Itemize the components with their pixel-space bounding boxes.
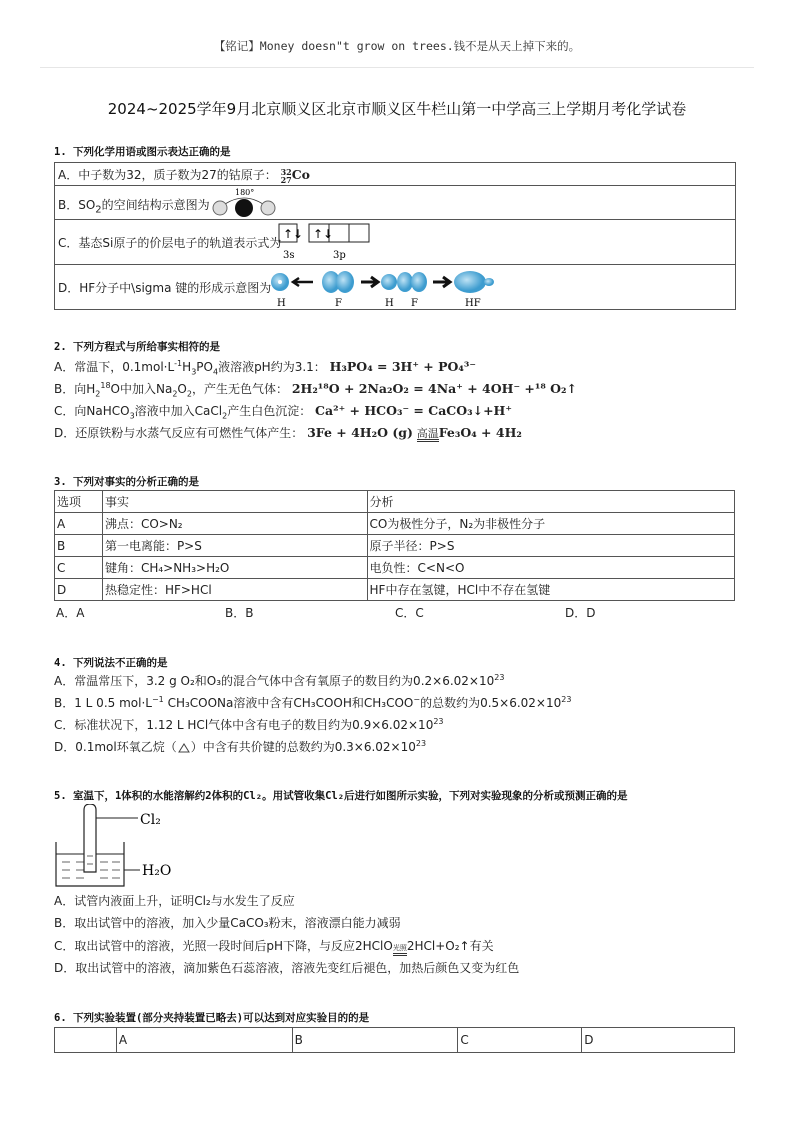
q3-stem: 3. 下列对事实的分析正确的是 [54,476,199,488]
svg-text:H: H [277,298,286,309]
table-cell: A [55,513,103,535]
svg-text:H: H [385,298,394,309]
table-header-cell: 分析 [367,491,734,513]
si-orbital-diagram [277,222,377,264]
q5-option-c[interactable]: C．取出试管中的溶液，光照一段时间后pH下降，与反应2HClO 光照 2HCl+O₂↑有关 [54,937,494,956]
q5-stem: 5. 室温下，1体积的水能溶解约2体积的Cl₂。用试管收集Cl₂后进行如图所示实验，下列对实验现象的分析或预测正确的是 [54,790,628,802]
svg-text:3s: 3s [283,250,295,261]
table-header-cell: D [582,1028,735,1053]
q2-option-c[interactable]: C．向NaHCO$_3$溶液中加入CaCl$_2$产生白色沉淀： Ca²⁺ + HCO₃⁻ = CaCO₃↓+H⁺ [54,403,512,421]
hf-sigma-bond-diagram [265,267,505,309]
q3-choice-a[interactable]: A．A [56,606,85,620]
table-cell: 电负性：C<N<O [367,557,734,579]
cl2-label: Cl₂ [140,812,161,828]
page-title: 2024~2025学年9月北京顺义区北京市顺义区牛栏山第一中学高三上学期月考化学试卷 [107,100,687,118]
q4-option-c[interactable]: C．标准状况下，1.12 L HCl气体中含有电子的数目约为$0.9\times 6.02\times 10^{23}$ [54,717,444,732]
table-row [55,513,735,535]
table-header-cell: C [458,1028,582,1053]
q1-option-a[interactable]: A．中子数为32，质子数为27的钴原子： 32 27Co [55,163,735,186]
q6-table [54,1027,735,1053]
angle-label: 180° [235,188,255,197]
table-row [55,535,735,557]
q3-table [54,490,735,601]
svg-text:↑↓: ↑↓ [313,227,334,241]
table-header-row [55,1028,735,1053]
q5-option-d[interactable]: D．取出试管中的溶液，滴加紫色石蕊溶液，溶液先变红后褪色，加热后颜色又变为红色 [54,961,520,975]
q1-option-box [54,162,736,310]
header-motto: 【铭记】Money doesn"t grow on trees.钱不是从天上掉下来的。 [213,39,581,53]
table-header-cell: 选项 [55,491,103,513]
table-cell: 键角：CH₄>NH₃>H₂O [102,557,367,579]
q5-option-a[interactable]: A．试管内液面上升，证明Cl₂与水发生了反应 [54,894,295,908]
q1-option-d[interactable]: D．HF分子中\sigma 键的形成示意图为 H F H F HF [55,265,735,309]
table-row [55,557,735,579]
header-divider [40,67,754,68]
q2-option-a[interactable]: A．常温下，$0.1mol\cdot L^{-1}H_3PO_4$液溶液pH约为3.1： H₃PO₄ = 3H⁺ + PO₄³⁻ [54,359,476,377]
table-header-cell [55,1028,117,1053]
svg-text:F: F [335,298,342,309]
q4-option-a[interactable]: A．常温常压下，3.2 g O₂和O₃的混合气体中含有氧原子的数目约为$0.2\times 6.02\times 10^{23}$ [54,673,505,688]
cl2-water-experiment-diagram [54,804,194,890]
q1-option-c[interactable]: C．基态Si原子的价层电子的轨道表示式为 ↑↓ ↑↓ 3s 3p [55,220,735,265]
q4-option-d[interactable]: D．0.1mol环氧乙烷（ ）中含有共价键的总数约为$0.3\times 6.02\times 10^{23}$ [54,739,427,754]
table-cell: C [55,557,103,579]
table-header-row [55,491,735,513]
svg-text:F: F [411,298,418,309]
table-cell: 沸点：CO>N₂ [102,513,367,535]
svg-text:HF: HF [465,298,481,309]
q3-choice-b[interactable]: B．B [225,606,254,620]
q1-stem: 1. 下列化学用语或图示表达正确的是 [54,146,231,158]
q1-option-b[interactable]: B．$SO_2$的空间结构示意图为 180° [55,186,735,220]
svg-text:↑↓: ↑↓ [283,227,304,241]
table-cell: D [55,579,103,601]
q2-d-condition: 高温 [416,427,439,440]
table-cell: 第一电离能：P>S [102,535,367,557]
q5-option-b[interactable]: B．取出试管中的溶液，加入少量CaCO₃粉末，溶液漂白能力减弱 [54,916,401,930]
table-row [55,579,735,601]
table-cell: HF中存在氢键，HCl中不存在氢键 [367,579,734,601]
q4-stem: 4. 下列说法不正确的是 [54,657,168,669]
table-cell: CO为极性分子，N₂为非极性分子 [367,513,734,535]
table-header-cell: A [116,1028,292,1053]
so2-structure-diagram [205,186,285,219]
svg-text:3p: 3p [333,250,346,261]
table-cell: B [55,535,103,557]
q2-option-b[interactable]: B．向$H_2^{18}O$中加入$Na_2O_2$，产生无色气体： 2H₂¹⁸O + 2Na₂O₂ = 4Na⁺ + 4OH⁻ +¹⁸ O₂↑ [54,381,578,399]
q2-option-d[interactable]: D．还原铁粉与水蒸气反应有可燃性气体产生： 3Fe + 4H₂O (g) 高温Fe₃O₄ + 4H₂ [54,425,522,440]
table-cell: 原子半径：P>S [367,535,734,557]
table-header-cell: B [292,1028,458,1053]
q4-option-b[interactable]: B．1 L 0.5 $mol\cdot L^{-1}$ CH₃COONa溶液中含有CH₃COOH和CH₃COO−的总数约为$0.5\times 6.02\times 10^{23}$ [54,695,572,710]
q3-choice-c[interactable]: C．C [395,606,424,620]
h2o-label: H₂O [142,863,172,879]
q6-stem: 6. 下列实验装置(部分夹持装置已略去)可以达到对应实验目的的是 [54,1012,370,1024]
q2-stem: 2. 下列方程式与所给事实相符的是 [54,341,220,353]
table-cell: 热稳定性：HF>HCl [102,579,367,601]
q3-choice-d[interactable]: D．D [565,606,596,620]
ethylene-oxide-icon [177,742,191,754]
table-header-cell: 事实 [102,491,367,513]
